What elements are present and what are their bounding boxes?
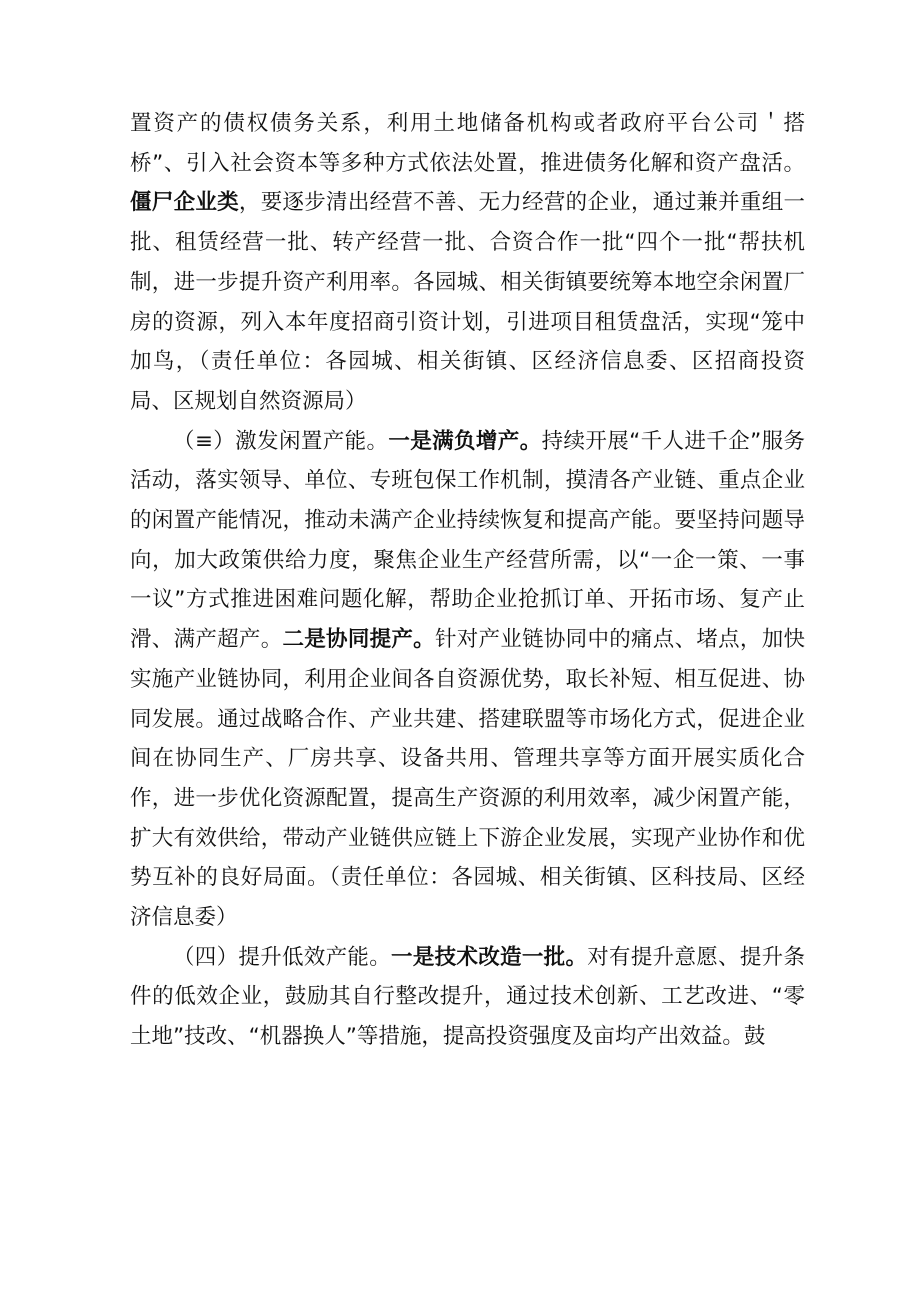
paragraph-2-heading-full-load: 一是满负增产。: [388, 428, 542, 454]
paragraph-3-segment-3: 对有提升意愿、提升条件的低效企业，鼓励其自行整改提升，通过技术创新、工艺改进、“零土地”技改、“机器换人”等措施，提高投资强度及亩均产出效益。鼓: [130, 944, 805, 1050]
paragraph-2-segment-3: 持续开展“千人进千企”服务活动，落实领导、单位、专班包保工作机制，摸清各产业链、重点企业的闲置产能情况，推动未满产企业持续恢复和提高产能。要坚持问题导向，加大政策供给力度，聚焦企业生产经营所需，以“一企一策、一事一议”方式推进困难问题化解，帮助企业抢抓订单、开拓市场、复产止滑、满产超产。: [130, 428, 805, 653]
paragraph-3-heading-tech-upgrade: 一是技术改造一批。: [391, 944, 588, 970]
paragraph-1-segment-3: ，要逐步清出经营不善、无力经营的企业，通过兼并重组一批、租赁经营一批、转产经营一批、合资合作一批“四个一批“帮扶机制，进一步提升资产利用率。各园城、相关街镇要统筹本地空余闲置厂房的资源，列入本年度招商引资计划，引进项目租赁盘活，实现“笼中加鸟，（责任单位：各园城、相关街镇、区经济信息委、区招商投资局、区规划自然资源局）: [130, 190, 805, 414]
document-page: [130, 104, 805, 1057]
paragraph-1-heading-zombie-enterprises: 僵尸企业类: [130, 190, 239, 216]
paragraph-3-section-title: （四）提升低效产能。: [173, 944, 392, 970]
paragraph-2-section-title: （≡）激发闲置产能。: [173, 428, 389, 454]
paragraph-2-heading-coordination: 二是协同提产。: [282, 627, 435, 653]
paragraph-2: [130, 422, 805, 938]
paragraph-2-segment-5: 针对产业链协同中的痛点、堵点，加快实施产业链协同，利用企业间各自资源优势，取长补短、相互促进、协同发展。通过战略合作、产业共建、搭建联盟等市场化方式，促进企业间在协同生产、厂房共享、设备共用、管理共享等方面开展实质化合作，进一步优化资源配置，提高生产资源的利用效率，减少闲置产能，扩大有效供给，带动产业链供应链上下游企业发展，实现产业协作和优势互补的良好局面。（责任单位：各园城、相关街镇、区科技局、区经济信息委）: [130, 627, 805, 931]
paragraph-3: [130, 938, 805, 1057]
paragraph-1-segment-1: 置资产的债权债务关系，利用土地储备机构或者政府平台公司＇搭桥”、引入社会资本等多种方式依法处置，推进债务化解和资产盘活。: [130, 111, 805, 176]
paragraph-1: [130, 104, 805, 422]
